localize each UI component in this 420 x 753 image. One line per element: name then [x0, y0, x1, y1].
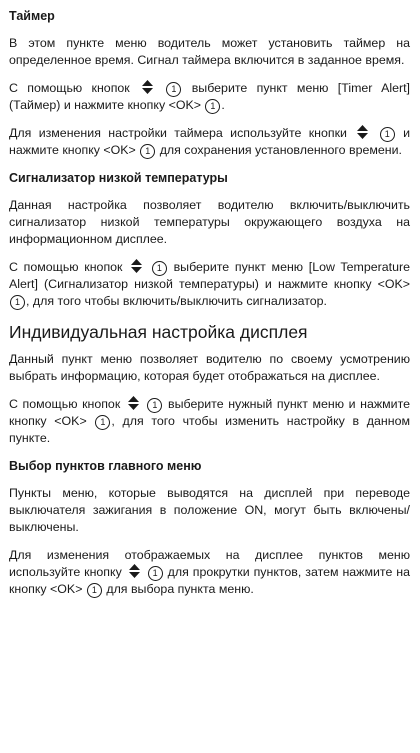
heading-main-menu-items: Выбор пунктов главного меню	[9, 459, 202, 473]
circled-number-icon: 1	[166, 82, 181, 97]
circled-number-icon: 1	[152, 261, 167, 276]
circled-number-icon: 1	[147, 398, 162, 413]
circled-number-icon: 1	[87, 583, 102, 598]
circled-number-icon: 1	[10, 295, 25, 310]
up-down-arrows-icon	[129, 564, 140, 578]
heading-low-temperature-alert: Сигнализатор низкой температуры	[9, 171, 228, 185]
up-down-arrows-icon	[357, 125, 368, 139]
main-menu-instruction: Для изменения отображаемых на дисплее пунктов меню используйте кнопку 1 для прокрутки пунктов, затем нажмите на кнопку <OK> 1 для выбора пункта меню.	[9, 548, 411, 596]
up-down-arrows-icon	[142, 80, 153, 94]
timer-adjust-instruction: Для изменения настройки таймера используйте кнопки 1 и нажмите кнопку <OK> 1 для сохранения установленного времени.	[9, 126, 411, 157]
main-menu-description: Пункты меню, которые выводятся на дисплей при переводе выключателя зажигания в положение ON, могут быть включены/выключены.	[9, 486, 410, 534]
circled-number-icon: 1	[140, 144, 155, 159]
circled-number-icon: 1	[205, 99, 220, 114]
display-instruction: С помощью кнопок 1 выберите нужный пункт меню и нажмите кнопку <OK> 1 , для того чтобы изменить настройку в данном пункте.	[9, 397, 410, 445]
up-down-arrows-icon	[128, 396, 139, 410]
circled-number-icon: 1	[95, 415, 110, 430]
display-description: Данный пункт меню позволяет водителю по своему усмотрению выбрать информацию, которая будет отображаться на дисплее.	[9, 352, 410, 383]
circled-number-icon: 1	[380, 127, 395, 142]
timer-description: В этом пункте меню водитель может установить таймер на определенное время. Сигнал таймера включится в заданное время.	[9, 36, 410, 67]
up-down-arrows-icon	[131, 259, 142, 273]
circled-number-icon: 1	[148, 566, 163, 581]
timer-select-instruction: С помощью кнопок 1 выберите пункт меню [Timer Alert] (Таймер) и нажмите кнопку <OK> 1 .	[9, 81, 410, 112]
heading-display-customization: Индивидуальная настройка дисплея	[9, 322, 308, 342]
heading-timer: Таймер	[9, 9, 55, 23]
low-temp-instruction: С помощью кнопок 1 выберите пункт меню [Low Temperature Alert] (Сигнализатор низкой температуры) и нажмите кнопку <OK> 1 , для того чтобы включить/выключить сигнализатор.	[9, 260, 410, 308]
low-temp-description: Данная настройка позволяет водителю включить/выключить сигнализатор низкой температуры окружающего воздуха на информационном дисплее.	[9, 198, 410, 246]
